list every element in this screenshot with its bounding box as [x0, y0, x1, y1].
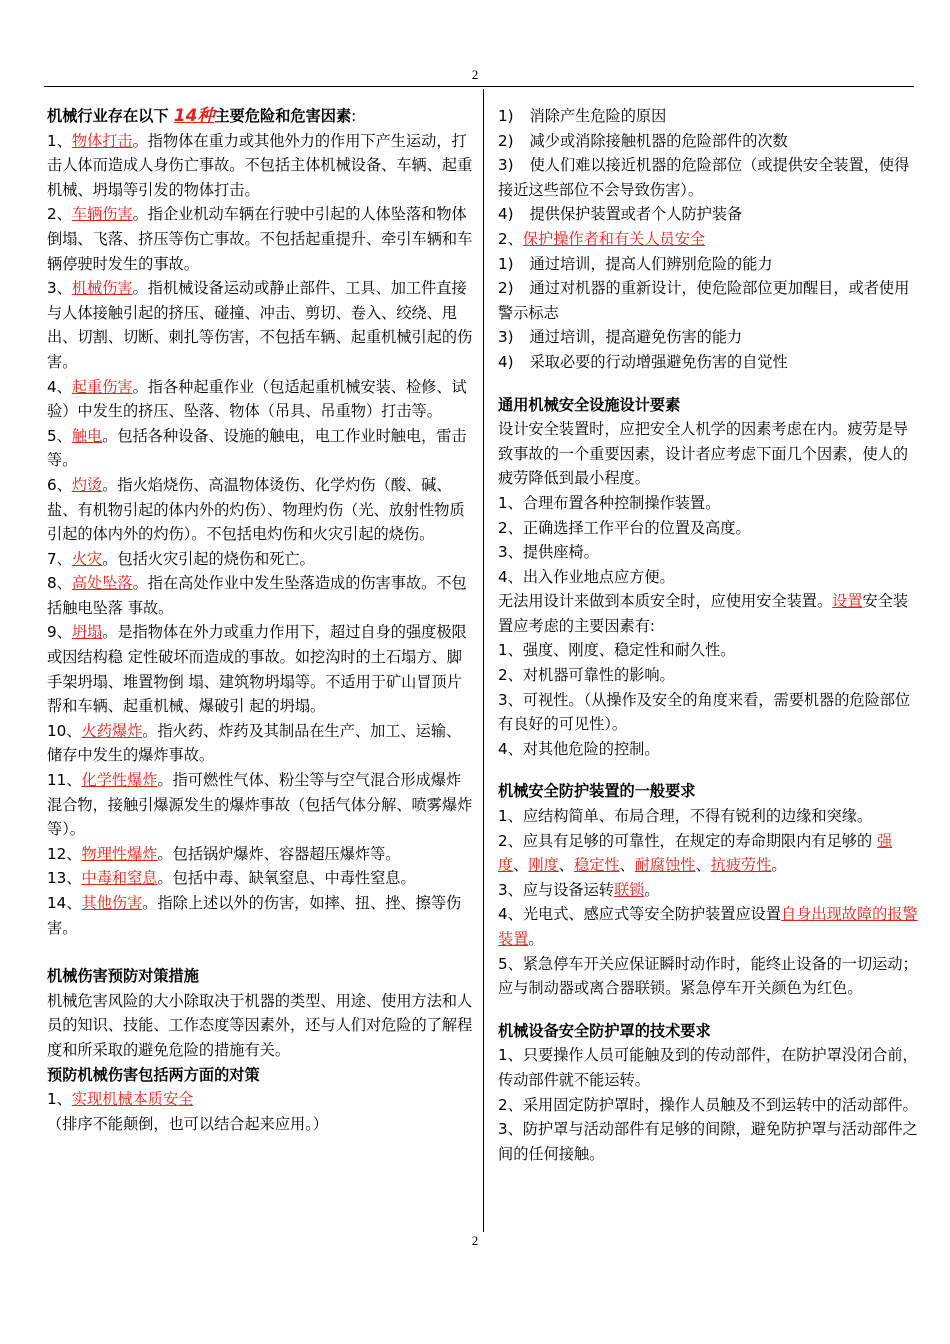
general-title: 机械安全防护装置的一般要求 [498, 782, 696, 801]
general-item-4-prefix: 4、光电式、感应式等安全防护装置应设置 [498, 905, 782, 924]
hazard-item [47, 768, 473, 842]
general-item-2 [498, 829, 918, 878]
item-text: 通过培训，提高人们辨别危险的能力 [529, 254, 773, 273]
item-text: 消除产生危险的原因 [529, 107, 667, 125]
two-aspects-title: 预防机械伤害包括两方面的对策 [47, 1065, 260, 1084]
property-term: 刚度 [528, 856, 559, 875]
hazard-list [47, 129, 473, 941]
hazard-name: 化学性爆炸 [81, 771, 158, 790]
hazard-item [47, 719, 473, 768]
item-num: 1) [498, 254, 514, 273]
column-divider [483, 89, 484, 1232]
design-title: 通用机械安全设施设计要素 [498, 395, 681, 414]
device-text-after: 安全装置应考虑的主要因素有: [498, 592, 909, 635]
intro-suffix: 主要危险和危害因素 [214, 107, 352, 125]
left-column [47, 104, 473, 1136]
hazard-name: 火药爆炸 [81, 721, 143, 740]
device-list [498, 638, 918, 761]
list-item [498, 276, 918, 325]
hazard-name: 车辆伤害 [71, 205, 133, 224]
page-number-top: 2 [471, 67, 479, 82]
hazard-num: 12、 [47, 844, 82, 863]
hazard-num: 1、 [47, 131, 72, 150]
list-item [498, 104, 918, 129]
hazard-desc: 。包括火灾引起的烧伤和死亡。 [102, 549, 315, 568]
hazard-item [47, 375, 473, 424]
hazard-item [47, 571, 473, 620]
hazard-desc: 。是指物体在外力或重力作用下，超过自身的强度极限或因结构稳 定性破坏而造成的事故。如挖沟时的土石塌方、脚手架坍塌、堆置物倒 塌、建筑物坍塌等。不适用于矿山冒顶片帮和车辆、起重机械、爆破引 起的坍塌。 [47, 623, 467, 716]
hazard-num: 14、 [47, 894, 82, 912]
hazard-item [47, 202, 473, 276]
term-separator: 、 [619, 856, 635, 875]
list-item [498, 350, 918, 375]
design-list [498, 491, 918, 589]
general-item-1: 1、应结构简单、布局合理，不得有锐利的边缘和突缘。 [498, 807, 873, 826]
general-item-3-prefix: 3、应与设备运转 [498, 880, 614, 899]
item-num: 1) [498, 107, 514, 125]
hazard-num: 7、 [47, 549, 72, 568]
list-item: 1、强度、刚度、稳定性和耐久性。 [498, 641, 736, 660]
item-text: 减少或消除接触机器的危险部件的次数 [529, 131, 788, 150]
intro-number: 14种 [173, 106, 215, 126]
property-term: 强度 [498, 831, 893, 875]
aspect1-name: 实现机械本质安全 [71, 1090, 194, 1109]
fault-alarm-term: 自身出现故障的报警装置 [498, 905, 918, 948]
hazard-num: 2、 [47, 205, 72, 224]
property-term: 稳定性 [573, 856, 620, 875]
hazard-desc: 。指除上述以外的伤害，如摔、扭、挫、擦等伤害。 [47, 894, 462, 937]
item-text: 采取必要的行动增强避免伤害的自觉性 [529, 352, 788, 371]
term-separator: 、 [558, 856, 574, 875]
device-text-before: 无法用设计来做到本质安全时，应使用安全装置。 [498, 592, 833, 611]
item-text: 使人们难以接近机器的危险部位（或提供安全装置，使得接近这些部位不会导致伤害）。 [498, 156, 910, 199]
property-term: 耐腐蚀性 [634, 856, 696, 875]
prevention-title: 机械伤害预防对策措施 [47, 967, 199, 986]
hazard-name: 其他伤害 [81, 894, 143, 912]
hazard-name: 灼烫 [71, 475, 103, 494]
aspect2-heading [498, 227, 918, 252]
hazard-num: 4、 [47, 377, 72, 396]
list-item [498, 129, 918, 154]
item-num: 3) [498, 328, 514, 347]
list-item [498, 153, 918, 202]
list-item: 2、对机器可靠性的影响。 [498, 666, 675, 685]
hazard-item [47, 891, 473, 940]
intro-prefix: 机械行业存在以下 [47, 107, 174, 125]
hazard-desc: 。指火焰烧伤、高温物体烫伤、化学灼伤（酸、碱、盐、有机物引起的体内外的灼伤）、物理灼伤（光、放射性物质引起的体内外的灼伤）。不包括电灼伤和火灾引起的烧伤。 [47, 475, 465, 544]
hazard-desc: 。指机械设备运动或静止部件、工具、加工件直接与人体接触引起的挤压、碰撞、冲击、剪切、卷入、绞绕、甩出、切割、切断、刺扎等伤害，不包括车辆、起重机械引起的伤害。 [47, 279, 473, 371]
hazard-desc: 。指物体在重力或其他外力的作用下产生运动，打击人体而造成人身伤亡事故。不包括主体机械设备、车辆、起重机械、坍塌等引发的物体打击。 [47, 131, 473, 199]
hazard-name: 触电 [71, 426, 103, 445]
general-item-2-end: 。 [771, 856, 787, 875]
hazard-num: 10、 [47, 721, 82, 740]
hazard-name: 坍塌 [71, 623, 103, 642]
item-text: 提供保护装置或者个人防护装备 [529, 205, 743, 224]
hazard-item [47, 276, 473, 374]
list-item: 4、出入作业地点应方便。 [498, 567, 675, 586]
list-item: 3、防护罩与活动部件有足够的间隙，避免防护罩与活动部件之间的任何接触。 [498, 1120, 918, 1163]
hazard-desc: 。指各种起重作业（包适起重机械安装、检修、试验）中发生的挤压、坠落、物体（吊具、吊重物）打击等。 [47, 377, 467, 421]
prevention-text: 机械危害风险的大小除取决于机器的类型、用途、使用方法和人员的知识、技能、工作态度等因素外，还与人们对危险的了解程度和所采取的避免危险的措施有关。 [47, 991, 473, 1059]
hazard-desc: 。包括中毒、缺氧窒息、中毒性窒息。 [157, 869, 416, 888]
hazard-name: 物理性爆炸 [81, 844, 158, 863]
hazard-item [47, 424, 473, 473]
guard-list [498, 1043, 918, 1166]
hazard-num: 11、 [47, 771, 82, 790]
hazard-item [47, 547, 473, 572]
aspect1-paragraph [47, 1087, 473, 1136]
general-item-4 [498, 902, 918, 951]
hazard-num: 3、 [47, 279, 72, 298]
page-number-bottom: 2 [471, 1233, 479, 1248]
hazard-name: 物体打击 [71, 131, 133, 150]
hazard-num: 13、 [47, 869, 82, 888]
list-item [498, 325, 918, 350]
hazard-name: 起重伤害 [71, 377, 133, 396]
aspect1-desc: （排序不能颠倒，也可以结合起来应用。） [47, 1114, 328, 1133]
item-text: 通过对机器的重新设计，使危险部位更加醒目，或者使用警示标志 [498, 279, 910, 322]
list-item: 4、对其他危险的控制。 [498, 739, 660, 758]
hazard-desc: 。指可燃性气体、粉尘等与空气混合形成爆炸混合物，接触引爆源发生的爆炸事故（包括气体分解、喷雾爆炸等）。 [47, 771, 473, 839]
aspect2-name: 保护操作者和有关人员安全 [522, 229, 706, 248]
intro-colon: : [351, 107, 357, 125]
general-item-5: 5、紧急停车开关应保证瞬时动作时，能终止设备的一切运动；应与制动器或离合器联锁。紧急停车开关颜色为红色。 [498, 954, 918, 998]
hazard-desc: 。指企业机动车辆在行驶中引起的人体坠落和物体倒塌、飞落、挤压等伤亡事故。不包括起重提升、牵引车辆和车辆停驶时发生的事故。 [47, 205, 473, 273]
list-item [498, 202, 918, 227]
right-column [498, 104, 918, 1166]
item-num: 2) [498, 131, 514, 150]
hazard-desc: 。包括各种设备、设施的触电，电工作业时触电，雷击等。 [47, 426, 467, 470]
hazard-name: 中毒和窒息 [81, 869, 158, 888]
general-item-2-prefix: 2、应具有足够的可靠性，在规定的寿命期限内有足够的 [498, 831, 873, 850]
hazard-num: 5、 [47, 426, 72, 445]
hazard-desc: 。指火药、炸药及其制品在生产、加工、运输、储存中发生的爆炸事故。 [47, 721, 462, 765]
hazard-num: 9、 [47, 623, 72, 642]
guard-title: 机械设备安全防护罩的技术要求 [498, 1021, 711, 1040]
item-text: 通过培训，提高避免伤害的能力 [529, 328, 743, 347]
hazard-item [47, 473, 473, 547]
hazard-desc: 。指在高处作业中发生坠落造成的伤害事故。不包括触电坠落 事故。 [47, 574, 467, 617]
hazard-item [47, 842, 473, 867]
general-item-3 [498, 878, 918, 903]
hazard-item [47, 129, 473, 203]
hazard-name: 高处坠落 [71, 574, 133, 593]
property-term: 抗疲劳性 [710, 856, 772, 875]
list-item: 3、提供座椅。 [498, 543, 599, 562]
hazard-name: 机械伤害 [71, 279, 133, 298]
list-item: 2、正确选择工作平台的位置及高度。 [498, 518, 751, 537]
item-num: 4) [498, 352, 514, 371]
term-separator: 、 [695, 856, 711, 875]
list-item: 3、可视性。（从操作及安全的角度来看，需要机器的危险部位有良好的可见性）。 [498, 690, 911, 734]
hazard-name: 火灾 [71, 549, 103, 568]
hazards-intro-heading [47, 104, 473, 129]
list-item: 1、只要操作人员可能触及到的传动部件，在防护罩没闭合前，传动部件就不能运转。 [498, 1046, 918, 1089]
header-rule [44, 86, 914, 87]
general-item-3-end: 。 [644, 880, 660, 899]
aspect1-num: 1、 [47, 1090, 72, 1109]
aspect2-num: 2、 [498, 229, 523, 248]
hazard-num: 8、 [47, 574, 72, 593]
device-link: 设置 [832, 592, 863, 611]
design-text: 设计安全装置时，应把安全人机学的因素考虑在内。疲劳是导致事故的一个重要因素，设计者应考虑下面几个因素，使人的疲劳降低到最小程度。 [498, 420, 909, 488]
list-item: 1、合理布置各种控制操作装置。 [498, 493, 721, 512]
interlock-term: 联锁 [613, 880, 645, 899]
item-num: 2) [498, 279, 514, 298]
term-separator: 、 [513, 856, 529, 875]
list-item: 2、采用固定防护罩时，操作人员触及不到运转中的活动部件。 [498, 1095, 918, 1114]
general-item-4-end: 。 [528, 930, 544, 948]
hazard-item [47, 620, 473, 718]
aspect2-list [498, 252, 918, 375]
list-item [498, 252, 918, 277]
hazard-num: 6、 [47, 475, 72, 494]
hazard-desc: 。包括锅炉爆炸、容器超压爆炸等。 [157, 844, 401, 863]
aspect1-list [498, 104, 918, 227]
hazard-item [47, 866, 473, 891]
item-num: 3) [498, 156, 514, 175]
item-num: 4) [498, 205, 514, 224]
device-paragraph [498, 589, 918, 638]
